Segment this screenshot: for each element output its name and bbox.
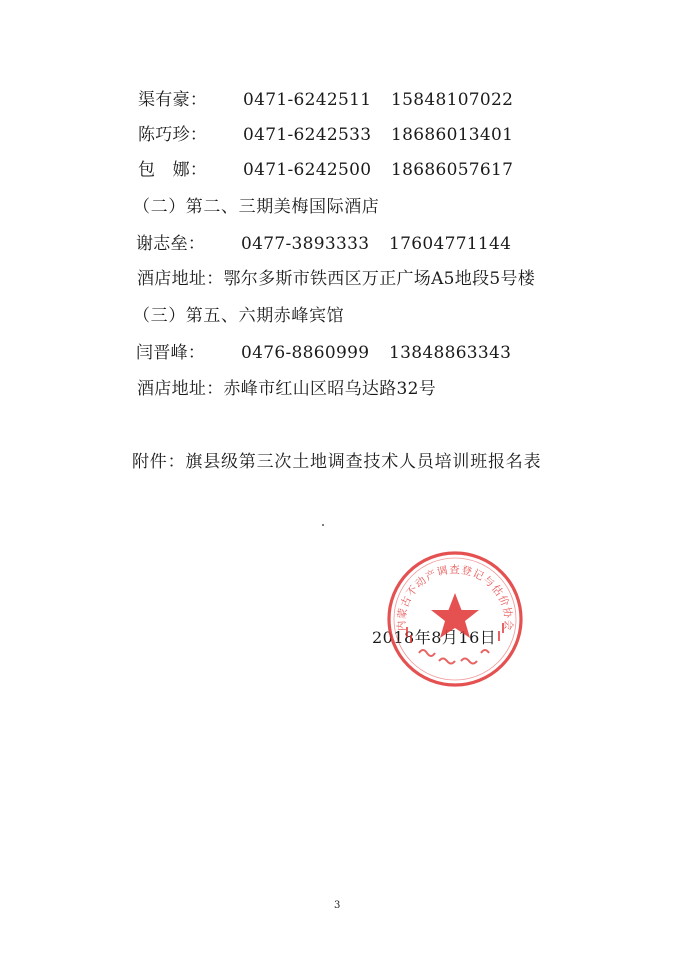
seal-text: 内蒙古不动产调查登记与估价协会 (395, 564, 515, 632)
contact-name: 谢志垒： (136, 234, 206, 254)
contact-tel: 0471-6242511 (243, 90, 372, 110)
contact-name: 陈巧珍： (138, 125, 208, 145)
section-heading: （三）第五、六期赤峰宾馆 (133, 306, 345, 326)
contact-tel: 0471-6242533 (243, 125, 372, 145)
contact-tel: 0476-8860999 (241, 343, 370, 363)
contact-name: 渠有豪： (138, 90, 208, 110)
scan-speck (322, 524, 324, 526)
section-heading: （二）第二、三期美梅国际酒店 (133, 197, 380, 217)
contact-mobile: 18686057617 (391, 160, 514, 180)
contact-mobile: 13848863343 (389, 343, 512, 363)
official-seal (385, 549, 525, 689)
contact-tel: 0471-6242500 (243, 160, 372, 180)
hotel-address: 酒店地址：赤峰市红山区昭乌达路32号 (137, 379, 437, 399)
contact-row (136, 342, 511, 364)
contact-row (138, 89, 513, 111)
contact-name: 闫晋峰： (136, 343, 206, 363)
attachment-note: 附件：旗县级第三次土地调查技术人员培训班报名表 (132, 452, 542, 472)
hotel-address: 酒店地址：鄂尔多斯市铁西区万正广场A5地段5号楼 (137, 269, 536, 289)
contact-row (136, 233, 511, 255)
contact-tel: 0477-3893333 (241, 234, 370, 254)
document-date: 2018年8月16日 (372, 628, 497, 647)
contact-mobile: 15848107022 (391, 90, 514, 110)
seal-script-marks (407, 623, 503, 664)
contact-mobile: 18686013401 (391, 125, 514, 145)
star-icon (431, 593, 479, 638)
contact-row (138, 124, 513, 146)
contact-row (138, 159, 513, 181)
contact-name: 包 娜： (138, 160, 208, 180)
contact-mobile: 17604771144 (389, 234, 512, 254)
page-number: 3 (334, 900, 341, 911)
